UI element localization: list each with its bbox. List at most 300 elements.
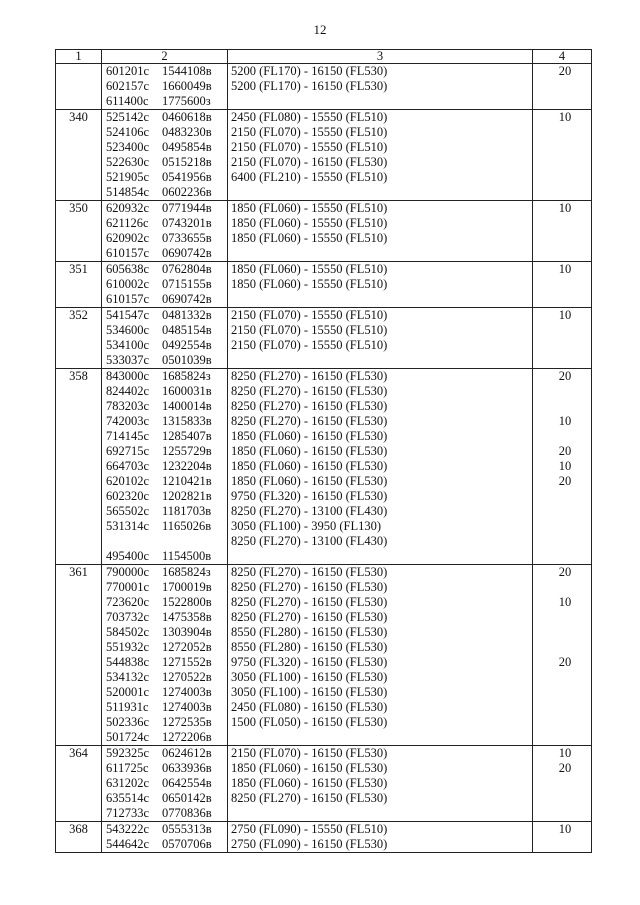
table-row [56, 565, 592, 746]
latitude-code: 511931c [106, 700, 149, 714]
altitude-range: 8250 (FL270) - 16150 (FL530) [231, 595, 388, 609]
coordinate-line [102, 262, 227, 277]
latitude-code: 521905c [106, 170, 150, 184]
altitude-range [228, 806, 532, 821]
longitude-code: 1315833в [162, 414, 212, 428]
value [533, 353, 591, 368]
section-number: 368 [56, 822, 102, 853]
table-row [56, 110, 592, 201]
altitude-range: 8250 (FL270) - 16150 (FL530) [231, 580, 388, 594]
altitude-range: 8250 (FL270) - 16150 (FL530) [231, 791, 388, 805]
coordinate-line [102, 292, 227, 307]
altitude-range: 9750 (FL320) - 16150 (FL530) [231, 489, 388, 503]
latitude-code: 533037c [106, 353, 150, 367]
altitude-range: 8550 (FL280) - 16150 (FL530) [231, 625, 388, 639]
altitude-range: 1850 (FL060) - 16150 (FL530) [231, 776, 388, 790]
value-cell [533, 262, 592, 308]
table-group [56, 565, 592, 746]
altitude-range: 1850 (FL060) - 16150 (FL530) [231, 444, 388, 458]
latitude-code: 611400c [106, 94, 149, 108]
column-header-1: 1 [56, 50, 102, 64]
latitude-code: 495400c [106, 549, 150, 563]
value: 10 [558, 201, 572, 215]
table-row [56, 822, 592, 853]
coordinates-cell [102, 746, 228, 822]
altitude-range: 8250 (FL270) - 16150 (FL530) [231, 369, 388, 383]
coordinate-line [102, 414, 227, 429]
coordinate-line [102, 565, 227, 580]
coordinate-line [102, 125, 227, 140]
altitude-range: 8250 (FL270) - 16150 (FL530) [231, 399, 388, 413]
value: 10 [558, 595, 572, 609]
coordinates-cell [102, 369, 228, 565]
altitude-range: 3050 (FL100) - 3950 (FL130) [231, 519, 381, 533]
latitude-code: 602157c [106, 79, 150, 93]
altitude-range: 2150 (FL070) - 15550 (FL510) [231, 140, 388, 154]
altitude-range-cell [228, 201, 533, 262]
altitude-range [228, 353, 532, 368]
longitude-code: 0485154в [162, 323, 212, 337]
coordinate-line [102, 549, 227, 564]
value [533, 549, 591, 564]
longitude-code: 1544108в [162, 64, 212, 78]
longitude-code: 1274003в [162, 700, 212, 714]
section-number: 364 [56, 746, 102, 822]
coordinate-line [102, 338, 227, 353]
coordinates-cell [102, 110, 228, 201]
section-number: 351 [56, 262, 102, 308]
latitude-code: 824402c [106, 384, 150, 398]
value: 20 [558, 444, 572, 458]
value [533, 384, 591, 399]
latitude-code: 514854c [106, 185, 150, 199]
latitude-code: 522630c [106, 155, 150, 169]
section-number: 350 [56, 201, 102, 262]
latitude-code: 584502c [106, 625, 150, 639]
latitude-code: 544642c [106, 837, 150, 851]
longitude-code: 1232204в [162, 459, 212, 473]
coordinate-line [102, 776, 227, 791]
longitude-code: 0762804в [162, 262, 212, 276]
data-table [55, 49, 592, 853]
coordinates-cell [102, 262, 228, 308]
value: 10 [558, 414, 572, 428]
latitude-code: 723620c [106, 595, 150, 609]
table-row [56, 64, 592, 110]
longitude-code: 0541956в [162, 170, 212, 184]
value [533, 791, 591, 806]
longitude-code: 0624612в [162, 746, 212, 760]
coordinate-line [102, 746, 227, 761]
latitude-code: 605638c [106, 262, 150, 276]
altitude-range: 2150 (FL070) - 16150 (FL530) [231, 746, 388, 760]
value [533, 399, 591, 414]
coordinate-line [102, 79, 227, 94]
latitude-code: 610157c [106, 246, 150, 260]
value [533, 534, 591, 549]
altitude-range [228, 730, 532, 745]
longitude-code: 0733655в [162, 231, 212, 245]
longitude-code: 1700019в [162, 580, 212, 594]
column-header-3: 3 [228, 50, 533, 64]
longitude-code: 0771944в [162, 201, 212, 215]
value: 20 [558, 474, 572, 488]
altitude-range-cell [228, 822, 533, 853]
altitude-range: 2750 (FL090) - 16150 (FL530) [231, 837, 388, 851]
altitude-range: 1850 (FL060) - 15550 (FL510) [231, 262, 388, 276]
coordinates-cell [102, 201, 228, 262]
longitude-code: 1475358в [162, 610, 212, 624]
altitude-range: 8250 (FL270) - 16150 (FL530) [231, 384, 388, 398]
value [533, 610, 591, 625]
column-header-4: 4 [533, 50, 592, 64]
latitude-code: 714145c [106, 429, 150, 443]
latitude-code: 843000c [106, 369, 150, 383]
longitude-code: 1154500в [162, 549, 212, 563]
longitude-code: 1181703в [162, 504, 212, 518]
latitude-code: 592325c [106, 746, 150, 760]
latitude-code: 783203c [106, 399, 150, 413]
latitude-code: 601201c [106, 64, 150, 78]
longitude-code: 0690742в [162, 292, 212, 306]
longitude-code: 1303904в [162, 625, 212, 639]
latitude-code: 534100c [106, 338, 150, 352]
altitude-range: 8250 (FL270) - 16150 (FL530) [231, 414, 388, 428]
altitude-range: 2150 (FL070) - 16150 (FL530) [231, 155, 388, 169]
value-cell [533, 110, 592, 201]
value: 10 [558, 459, 572, 473]
value [533, 429, 591, 444]
coordinate-line [102, 459, 227, 474]
longitude-code: 0690742в [162, 246, 212, 260]
value: 10 [558, 822, 572, 836]
latitude-code: 501724c [106, 730, 150, 744]
altitude-range: 1850 (FL060) - 16150 (FL530) [231, 761, 388, 775]
altitude-range-cell [228, 262, 533, 308]
table-row [56, 308, 592, 369]
column-header-2: 2 [102, 50, 228, 64]
value [533, 277, 591, 292]
latitude-code: 635514c [106, 791, 150, 805]
section-number: 361 [56, 565, 102, 746]
latitude-code: 770001c [106, 580, 150, 594]
value [533, 185, 591, 200]
coordinate-line [102, 429, 227, 444]
longitude-code: 0481332в [162, 308, 212, 322]
value: 20 [558, 64, 572, 78]
longitude-code: 0501039в [162, 353, 212, 367]
section-number: 358 [56, 369, 102, 565]
coordinate-line [102, 170, 227, 185]
longitude-code: 0743201в [162, 216, 212, 230]
value [533, 670, 591, 685]
value [533, 625, 591, 640]
longitude-code: 1685824з [162, 369, 211, 383]
coordinate-line [102, 822, 227, 837]
coordinate-line [102, 308, 227, 323]
altitude-range [228, 185, 532, 200]
table-group [56, 369, 592, 565]
value [533, 170, 591, 185]
value-cell [533, 822, 592, 853]
coordinate-line [102, 700, 227, 715]
altitude-range: 8250 (FL270) - 16150 (FL530) [231, 565, 388, 579]
coordinate-line [102, 519, 227, 534]
coordinate-line [102, 685, 227, 700]
altitude-range: 1850 (FL060) - 15550 (FL510) [231, 216, 388, 230]
altitude-range: 8550 (FL280) - 16150 (FL530) [231, 640, 388, 654]
latitude-code: 703732c [106, 610, 150, 624]
longitude-code: 0570706в [162, 837, 212, 851]
altitude-range-cell [228, 746, 533, 822]
longitude-code: 1272052в [162, 640, 212, 654]
altitude-range-cell [228, 308, 533, 369]
altitude-range: 9750 (FL320) - 16150 (FL530) [231, 655, 388, 669]
longitude-code: 1165026в [162, 519, 212, 533]
longitude-code: 1202821в [162, 489, 212, 503]
coordinates-cell [102, 308, 228, 369]
altitude-range-cell [228, 110, 533, 201]
value [533, 216, 591, 231]
table-group [56, 262, 592, 308]
altitude-range-cell [228, 369, 533, 565]
value: 10 [558, 308, 572, 322]
table-row [56, 262, 592, 308]
value [533, 685, 591, 700]
value [533, 730, 591, 745]
longitude-code: 0495854в [162, 140, 212, 154]
coordinate-line [102, 155, 227, 170]
coordinate-line [102, 384, 227, 399]
section-number: 352 [56, 308, 102, 369]
longitude-code: 1210421в [162, 474, 212, 488]
table-group [56, 201, 592, 262]
altitude-range: 1850 (FL060) - 16150 (FL530) [231, 474, 388, 488]
altitude-range: 6400 (FL210) - 15550 (FL510) [231, 170, 388, 184]
longitude-code: 0460618в [162, 110, 212, 124]
latitude-code: 610157c [106, 292, 150, 306]
value: 20 [558, 369, 572, 383]
table-group [56, 822, 592, 853]
coordinate-line [102, 761, 227, 776]
coordinate-line [102, 277, 227, 292]
coordinate-line [102, 246, 227, 261]
latitude-code: 541547c [106, 308, 150, 322]
coordinate-line [102, 806, 227, 821]
altitude-range: 1850 (FL060) - 15550 (FL510) [231, 231, 388, 245]
coordinates-cell [102, 565, 228, 746]
value [533, 231, 591, 246]
value [533, 155, 591, 170]
value [533, 94, 591, 109]
value [533, 837, 591, 852]
altitude-range [228, 292, 532, 307]
value [533, 140, 591, 155]
coordinate-line [102, 715, 227, 730]
longitude-code: 1272535в [162, 715, 212, 729]
value: 20 [558, 761, 572, 775]
value [533, 580, 591, 595]
altitude-range [228, 549, 532, 564]
table-group [56, 110, 592, 201]
coordinate-line [102, 323, 227, 338]
latitude-code: 502336c [106, 715, 150, 729]
altitude-range: 3050 (FL100) - 16150 (FL530) [231, 685, 388, 699]
section-number [56, 64, 102, 110]
longitude-code: 0483230в [162, 125, 212, 139]
coordinates-cell [102, 822, 228, 853]
altitude-range: 8250 (FL270) - 13100 (FL430) [231, 534, 388, 548]
longitude-code: 1660049в [162, 79, 212, 93]
latitude-code: 523400c [106, 140, 150, 154]
coordinate-line [102, 580, 227, 595]
value: 10 [558, 746, 572, 760]
coordinate-line [102, 201, 227, 216]
latitude-code: 631202c [106, 776, 150, 790]
table-group [56, 746, 592, 822]
coordinate-line [102, 504, 227, 519]
longitude-code: 0642554в [162, 776, 212, 790]
table-row [56, 746, 592, 822]
value: 10 [558, 110, 572, 124]
latitude-code: 534132c [106, 670, 150, 684]
latitude-code: 610002c [106, 277, 150, 291]
altitude-range: 2150 (FL070) - 15550 (FL510) [231, 125, 388, 139]
value [533, 125, 591, 140]
longitude-code: 1255729в [162, 444, 212, 458]
latitude-code: 621126c [106, 216, 149, 230]
altitude-range: 5200 (FL170) - 16150 (FL530) [231, 79, 388, 93]
coordinate-line [102, 595, 227, 610]
longitude-code: 0555313в [162, 822, 212, 836]
longitude-code: 0633936в [162, 761, 212, 775]
coordinate-line [102, 110, 227, 125]
coordinate-line [102, 489, 227, 504]
section-number: 340 [56, 110, 102, 201]
longitude-code: 0602236в [162, 185, 212, 199]
value-cell [533, 746, 592, 822]
latitude-code: 551932c [106, 640, 150, 654]
longitude-code: 1775600з [162, 94, 211, 108]
coordinate-line [102, 231, 227, 246]
altitude-range: 8250 (FL270) - 16150 (FL530) [231, 610, 388, 624]
altitude-range: 2150 (FL070) - 15550 (FL510) [231, 308, 388, 322]
longitude-code: 1272206в [162, 730, 212, 744]
coordinate-line [102, 185, 227, 200]
latitude-code: 602320c [106, 489, 150, 503]
coordinate-line [102, 640, 227, 655]
longitude-code: 1685824з [162, 565, 211, 579]
latitude-code: 620102c [106, 474, 150, 488]
coordinate-line [102, 353, 227, 368]
latitude-code: 620902c [106, 231, 150, 245]
altitude-range: 8250 (FL270) - 13100 (FL430) [231, 504, 388, 518]
coordinates-cell [102, 64, 228, 110]
altitude-range: 1850 (FL060) - 15550 (FL510) [231, 201, 388, 215]
latitude-code: 692715c [106, 444, 150, 458]
coordinate-line [102, 94, 227, 109]
altitude-range-cell [228, 565, 533, 746]
longitude-code: 1522800в [162, 595, 212, 609]
altitude-range: 5200 (FL170) - 16150 (FL530) [231, 64, 388, 78]
table-row [56, 369, 592, 565]
value-cell [533, 201, 592, 262]
longitude-code: 1600031в [162, 384, 212, 398]
coordinate-line [102, 216, 227, 231]
longitude-code: 0492554в [162, 338, 212, 352]
altitude-range-cell [228, 64, 533, 110]
value [533, 323, 591, 338]
value [533, 79, 591, 94]
longitude-code: 1274003в [162, 685, 212, 699]
value [533, 519, 591, 534]
altitude-range: 2150 (FL070) - 15550 (FL510) [231, 338, 388, 352]
altitude-range: 2450 (FL080) - 15550 (FL510) [231, 110, 388, 124]
coordinate-line [102, 670, 227, 685]
altitude-range: 1850 (FL060) - 15550 (FL510) [231, 277, 388, 291]
longitude-code: 1400014в [162, 399, 212, 413]
coordinate-line [102, 837, 227, 852]
latitude-code: 664703c [106, 459, 150, 473]
value [533, 640, 591, 655]
value [533, 776, 591, 791]
value: 20 [558, 565, 572, 579]
value [533, 292, 591, 307]
value-cell [533, 369, 592, 565]
latitude-code: 524106c [106, 125, 150, 139]
latitude-code: 565502c [106, 504, 150, 518]
latitude-code: 742003c [106, 414, 150, 428]
latitude-code: 611725c [106, 761, 149, 775]
latitude-code: 544838c [106, 655, 150, 669]
value [533, 338, 591, 353]
longitude-code: 1271552в [162, 655, 212, 669]
value: 20 [558, 655, 572, 669]
coordinate-line [102, 444, 227, 459]
latitude-code: 543222c [106, 822, 150, 836]
value [533, 489, 591, 504]
coordinate-line [102, 655, 227, 670]
altitude-range: 1500 (FL050) - 16150 (FL530) [231, 715, 388, 729]
coordinate-line [102, 791, 227, 806]
longitude-code: 0650142в [162, 791, 212, 805]
altitude-range: 3050 (FL100) - 16150 (FL530) [231, 670, 388, 684]
latitude-code: 531314c [106, 519, 150, 533]
coordinate-line [102, 64, 227, 79]
coordinate-line [102, 474, 227, 489]
longitude-code: 0770836в [162, 806, 212, 820]
value-cell [533, 64, 592, 110]
value [533, 806, 591, 821]
value [533, 700, 591, 715]
table-row [56, 201, 592, 262]
latitude-code: 525142c [106, 110, 150, 124]
latitude-code: 712733c [106, 806, 150, 820]
value [533, 715, 591, 730]
altitude-range: 2150 (FL070) - 15550 (FL510) [231, 323, 388, 337]
longitude-code: 1285407в [162, 429, 212, 443]
altitude-range: 1850 (FL060) - 16150 (FL530) [231, 459, 388, 473]
value: 10 [558, 262, 572, 276]
altitude-range: 2750 (FL090) - 15550 (FL510) [231, 822, 388, 836]
coordinate-line [102, 369, 227, 384]
value-cell [533, 308, 592, 369]
altitude-range [228, 94, 532, 109]
coordinate-line [102, 625, 227, 640]
latitude-code: 520001c [106, 685, 150, 699]
value [533, 246, 591, 261]
page-number: 12 [313, 22, 327, 37]
